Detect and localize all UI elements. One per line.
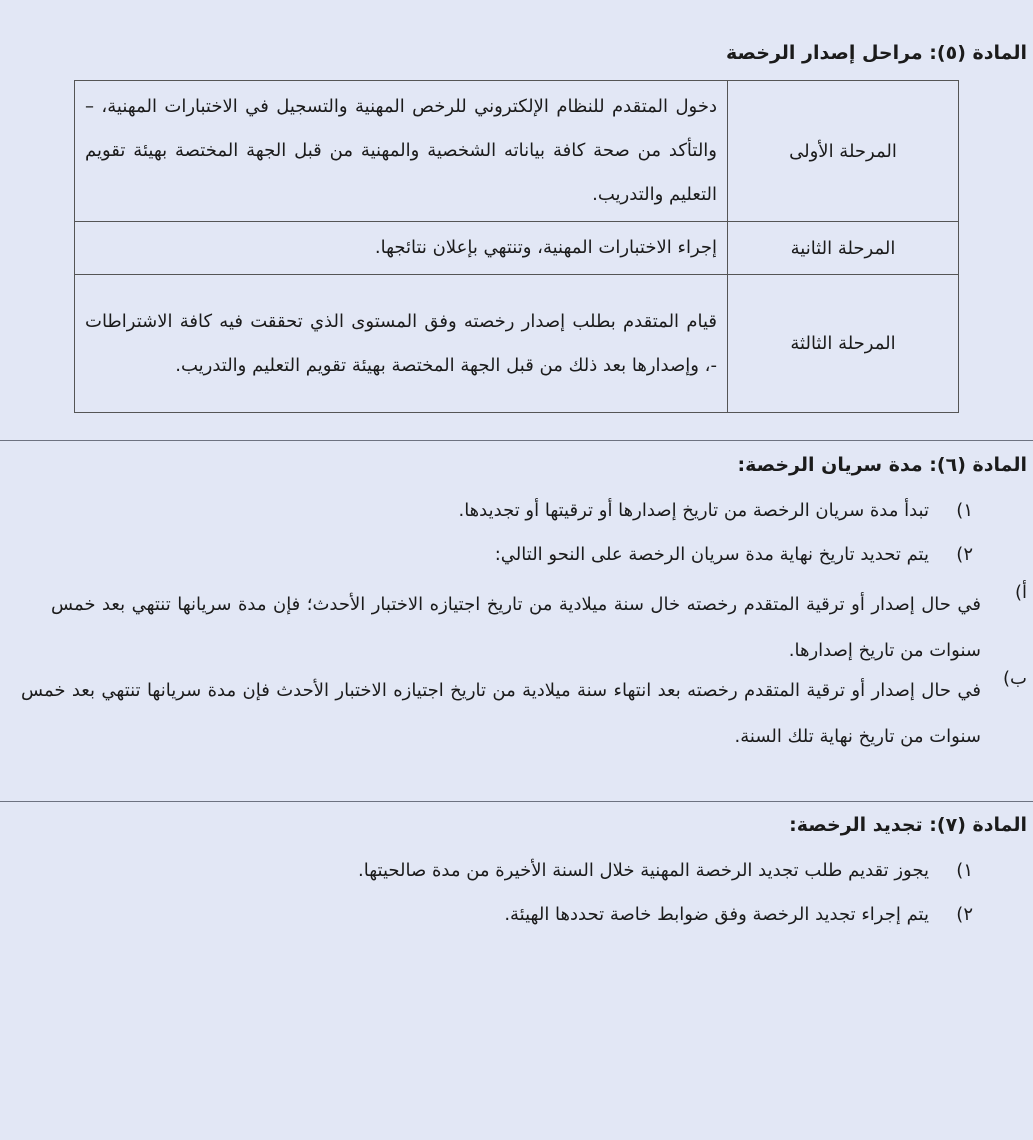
stage-name: المرحلة الثانية [728,222,959,275]
stage-description: دخول المتقدم للنظام الإلكتروني للرخص المهنية والتسجيل في الاختبارات المهنية، – والتأكد من صحة كافة بياناته الشخصية والمهنية من قبل الجهة المختصة بهيئة تقويم التعليم والتدريب. [75,81,728,222]
table-row [75,81,959,222]
article-6-heading: المادة (٦): مدة سريان الرخصة: [737,454,1027,476]
list-item [73,544,973,574]
article-5-heading: المادة (٥): مراحل إصدار الرخصة [726,42,1027,64]
table-row [75,275,959,413]
sub-item-letter: ب) [1003,668,1027,689]
sub-item-a [27,582,1027,674]
sub-item-text: في حال إصدار أو ترقية المتقدم رخصته خال سنة ميلادية من تاريخ اجتيازه الاختبار الأحدث؛ فإن مدة سريانها تنتهي بعد خمس سنوات من تاريخ إصدارها. [51,594,981,661]
stage-name: المرحلة الثالثة [728,275,959,413]
item-number: ١) [956,500,973,521]
article-7-list [73,860,973,940]
list-item [73,860,973,890]
sub-item-text: في حال إصدار أو ترقية المتقدم رخصته بعد انتهاء سنة ميلادية من تاريخ اجتيازه الاختبار الأحدث فإن مدة سريانها تنتهي بعد خمس سنوات من تاريخ نهاية تلك السنة. [21,680,981,747]
list-item [73,500,973,530]
stage-description: قيام المتقدم بطلب إصدار رخصته وفق المستوى الذي تحققت فيه كافة الاشتراطات -، وإصدارها بعد ذلك من قبل الجهة المختصة بهيئة تقويم التعليم والتدريب. [75,275,728,413]
sub-item-b [21,668,1027,760]
article-6-list [73,500,973,580]
item-number: ٢) [956,544,973,565]
table-row [75,222,959,275]
list-item [73,904,973,934]
stage-description: إجراء الاختبارات المهنية، وتنتهي بإعلان نتائجها. [75,222,728,275]
section-divider [0,440,1033,441]
item-text: تبدأ مدة سريان الرخصة من تاريخ إصدارها أو ترقيتها أو تجديدها. [458,500,929,521]
item-number: ١) [956,860,973,881]
stages-table [74,80,959,413]
item-text: يتم تحديد تاريخ نهاية مدة سريان الرخصة على النحو التالي: [494,544,929,565]
sub-item-letter: أ) [1014,582,1027,603]
item-text: يجوز تقديم طلب تجديد الرخصة المهنية خلال السنة الأخيرة من مدة صالحيتها. [358,860,929,881]
article-7-heading: المادة (٧): تجديد الرخصة: [789,814,1027,836]
item-text: يتم إجراء تجديد الرخصة وفق ضوابط خاصة تحددها الهيئة. [504,904,929,925]
item-number: ٢) [956,904,973,925]
stage-name: المرحلة الأولى [728,81,959,222]
section-divider [0,801,1033,802]
